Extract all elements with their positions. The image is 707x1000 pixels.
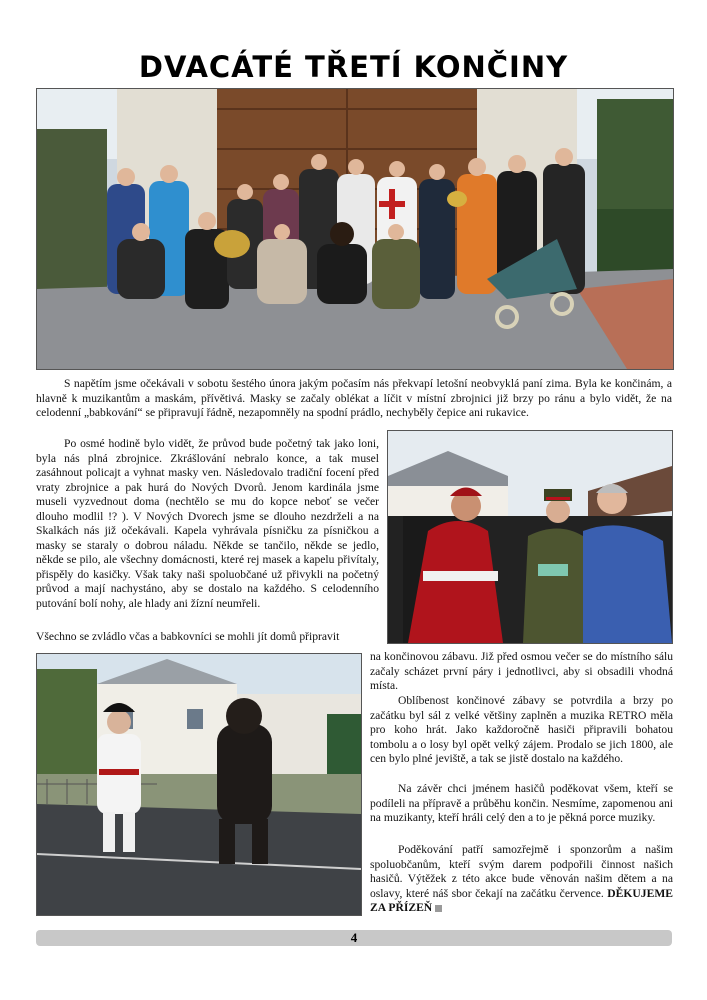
footer-bar bbox=[36, 930, 672, 946]
donation-photo bbox=[387, 430, 673, 644]
article-paragraph-7 bbox=[370, 843, 673, 916]
article-paragraph-1: S napětím jsme očekávali v sobotu šestého února jakým počasím nás překvapí letošní neobvyklá paní zima. Byla ke končinám, a hlavně k muzikantům a maskám, přívětivá. Masky se začaly oblékat a líčit v místní zbrojnici již brzy po ránu a bylo vidět, že na celodenní „babkování“ se připravují řádně, nezapomněly na spodní prádlo, nechyběly čepice ani rukavice. bbox=[36, 377, 672, 419]
article-paragraph-4: na končinovou zábavu. Již před osmou večer se do místního sálu začaly scházet první páry i jednotlivci, aby si obsadili vhodná místa. bbox=[370, 650, 673, 692]
article-paragraph-6: Na závěr chci jménem hasičů poděkovat všem, kteří se podíleli na přípravě a průběhu končin. Nesmíme, zapomenou ani na muzikanty, kteří hráli celý den a to je pěkná porce muziky. bbox=[370, 782, 673, 824]
article-paragraph-5: Oblíbenost končinové zábavy se potvrdila a brzy po začátku byl sál z velké většiny zaplněn a muzika RETRO měla pro koho hrát. Jako každoročně hasiči připravili bohatou tombolu a o losy byl opět velký zájem. Prodalo se jich 1800, ale cen bylo plné jeviště, a tak se jistě dostalo na každého. bbox=[370, 694, 673, 765]
page-title: DVACÁTÉ TŘETÍ KONČINY bbox=[138, 50, 569, 84]
page-number: 4 bbox=[350, 930, 358, 945]
article-paragraph-2: Po osmé hodině bylo vidět, že průvod bude početný tak jako loni, byla nás plná zbrojnice. Zkrášlování nebralo konce, a tak musel zasáhnout policajt a vyhnat masky ven. Následovalo tradiční focení před vraty zbrojnice a pak hurá do Nových Dvorů. Jenom kardinála jsme museli vyzvednout doma (nechtělo se mu do kopce neboť se večer dlouho modlil !? ). V Nových Dvorech jsme se dlouho nezdrželi a na Skalkách nás již očekávali. Kapela vyhrávala písničku za písničkou a masky se staraly o dobrou náladu. Někde se tančilo, někde se jedlo, někde se pilo, ale všechny domácnosti, které rej masek a kapelu přivítaly, přispěly do kasičky. Však taky naši spoluobčané už přivykli na početný průvod a mají nachystáno, aby se dostalo na každého. S celodenního putování bolí nohy, ale hlady ani žízní neumřeli. bbox=[36, 437, 379, 610]
closing-thanks: DĚKUJEME ZA PŘÍZEŇ bbox=[370, 886, 673, 914]
article-paragraph-7-text: Poděkování patří samozřejmě i sponzorům a našim spoluobčanům, kteří svým darem podpořili činnost našich hasičů. Výtěžek z této akce bude věnován našim dětem a na oslavy, které náš sbor čekají na začátku července. bbox=[370, 843, 673, 900]
group-photo bbox=[36, 88, 674, 370]
article-paragraph-3: Všechno se zvládlo včas a babkovníci se mohli jít domů připravit bbox=[36, 630, 340, 643]
street-photo bbox=[36, 653, 362, 916]
end-of-article-square-icon bbox=[435, 905, 442, 912]
